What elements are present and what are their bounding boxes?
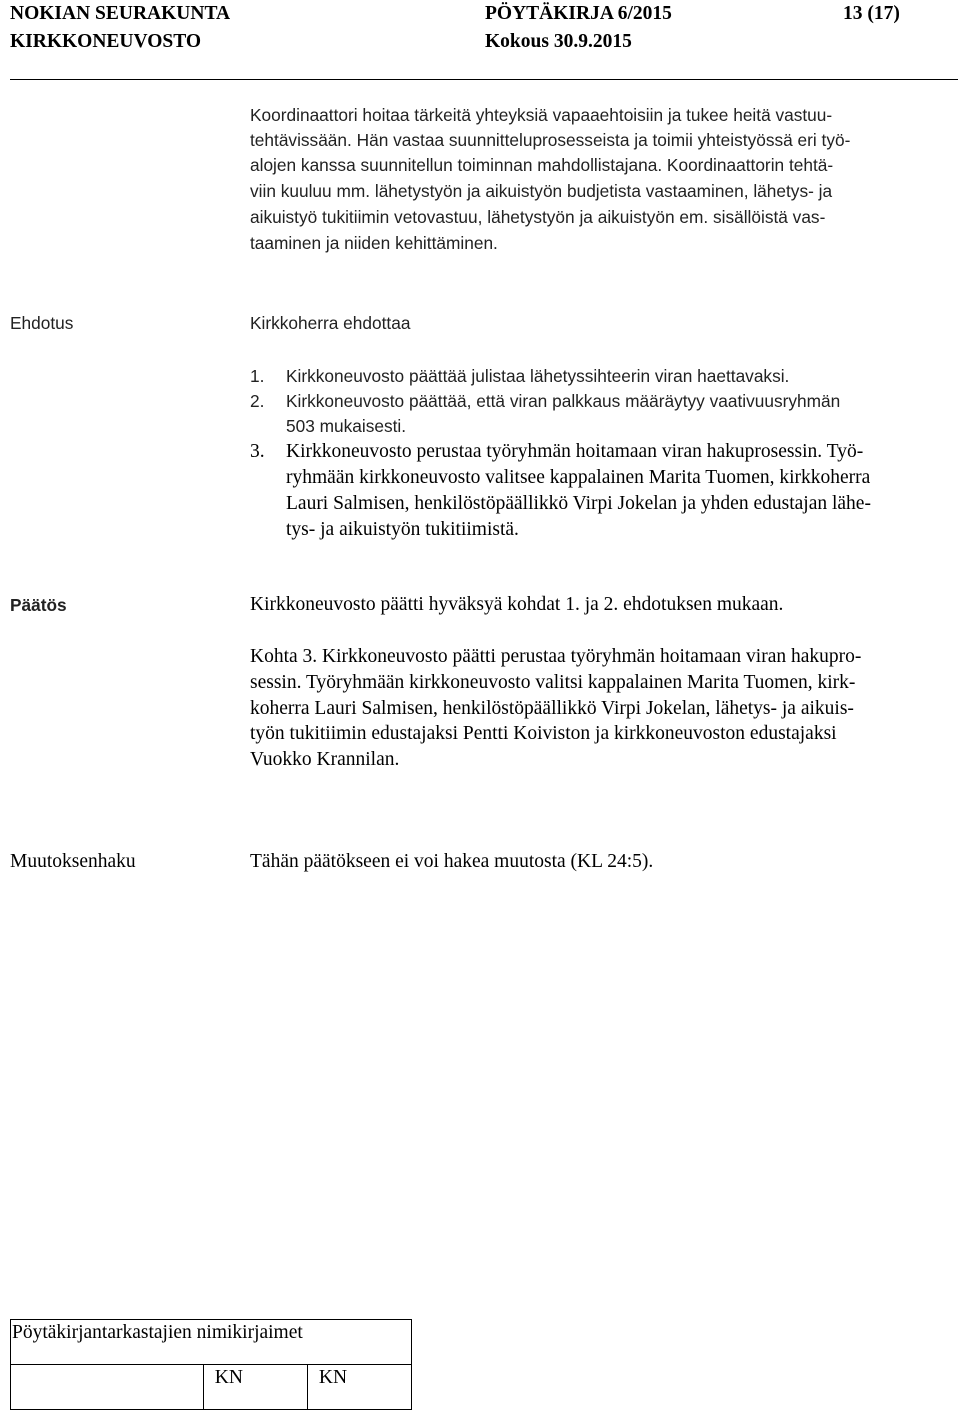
list-item-number: 3.	[250, 441, 265, 462]
list-item-text: Kirkkoneuvosto päättää julistaa lähetyssihteerin viran haettavaksi.	[286, 366, 790, 386]
proposal-label: Ehdotus	[10, 313, 74, 333]
initials-cell	[203, 1365, 307, 1410]
list-item-text: tys- ja aikuistyön tukitiimistä.	[286, 519, 519, 540]
appeal-label: Muutoksenhaku	[10, 851, 136, 872]
proposal-title: Kirkkoherra ehdottaa	[250, 313, 411, 333]
list-item-text: Kirkkoneuvosto perustaa työryhmän hoitamaan viran hakuprosessin. Työ-	[286, 441, 864, 462]
decision-line: työn tukitiimin edustajaksi Pentti Koiviston ja kirkkoneuvoston edustajaksi	[250, 723, 837, 744]
decision-label: Päätös	[10, 595, 67, 615]
list-item-number: 2.	[250, 391, 265, 411]
decision-line: Kohta 3. Kirkkoneuvosto päätti perustaa työryhmän hoitamaan viran hakupro-	[250, 646, 862, 667]
intro-line: aikuistyö tukitiimin vetovastuu, lähetystyön ja aikuistyön em. sisällöistä vas-	[250, 207, 826, 227]
page-number: 13 (17)	[843, 3, 900, 24]
body-name: KIRKKONEUVOSTO	[10, 31, 202, 52]
decision-line: koherra Lauri Salmisen, henkilöstöpäällikkö Virpi Jokelan, lähetys- ja aikuis-	[250, 698, 854, 719]
intro-line: alojen kanssa suunnitellun toiminnan mahdollistajana. Koordinaattorin tehtä-	[250, 155, 834, 175]
list-item-text: Lauri Salmisen, henkilöstöpäällikkö Virpi Jokelan ja yhden edustajan lähe-	[286, 493, 871, 514]
decision-first-line: Kirkkoneuvosto päätti hyväksyä kohdat 1. ja 2. ehdotuksen mukaan.	[250, 594, 784, 615]
intro-line: tehtävissään. Hän vastaa suunnitteluprosesseista ja toimii yhteistyössä eri työ-	[250, 130, 851, 150]
reviewers-initials-label	[11, 1320, 412, 1365]
appeal-text: Tähän päätökseen ei voi hakea muutosta (KL 24:5).	[250, 851, 654, 872]
decision-line: Vuokko Krannilan.	[250, 749, 400, 770]
initials-label-text: Pöytäkirjantarkastajien nimikirjaimet	[12, 1322, 303, 1343]
list-item-text: ryhmään kirkkoneuvosto valitsee kappalainen Marita Tuomen, kirkkoherra	[286, 467, 871, 488]
list-item-text: 503 mukaisesti.	[286, 416, 407, 436]
reviewer-initials: KN	[214, 1367, 243, 1388]
org-name: NOKIAN SEURAKUNTA	[10, 3, 231, 24]
list-item-text: Kirkkoneuvosto päättää, että viran palkkaus määräytyy vaativuusryhmän	[286, 391, 841, 411]
document-title: PÖYTÄKIRJA 6/2015	[485, 3, 672, 24]
initials-cell-empty	[11, 1365, 204, 1410]
decision-line: sessin. Työryhmään kirkkoneuvosto valitsi kappalainen Marita Tuomen, kirk-	[250, 672, 856, 693]
intro-line: viin kuuluu mm. lähetystyön ja aikuistyön budjetista vastaaminen, lähetys- ja	[250, 181, 833, 201]
initials-cell	[307, 1365, 411, 1410]
intro-line: taaminen ja niiden kehittäminen.	[250, 233, 498, 253]
header-rule	[10, 79, 958, 80]
meeting-date: Kokous 30.9.2015	[485, 31, 632, 52]
intro-line: Koordinaattori hoitaa tärkeitä yhteyksiä vapaaehtoisiin ja tukee heitä vastuu-	[250, 105, 833, 125]
list-item-number: 1.	[250, 366, 265, 386]
reviewers-initials-box	[10, 1319, 412, 1408]
reviewer-initials: KN	[318, 1367, 348, 1388]
